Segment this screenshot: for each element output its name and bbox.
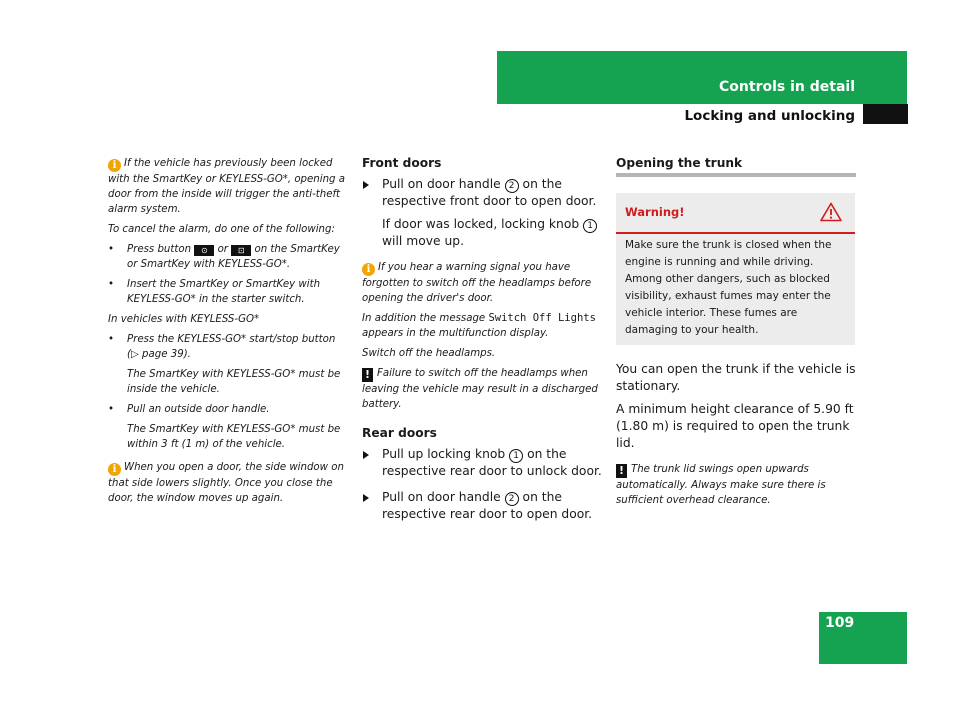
header-band: [497, 51, 907, 104]
warning-box: [616, 193, 855, 345]
front-doors-heading: Front doors: [362, 156, 442, 170]
step-arrow-icon: [363, 181, 369, 189]
caution-icon: !: [362, 368, 373, 382]
list-item: • Pull an outside door handle.: [108, 404, 270, 415]
trunk-paragraph: You can open the trunk if the vehicle is stationary.: [616, 362, 856, 393]
step-arrow-icon: [363, 494, 369, 502]
unlock-key-icon: ⊙: [194, 245, 214, 256]
caution-note-trunk: ! The trunk lid swings open upwards automatically. Always make sure there is sufficient overhead clearance.: [616, 464, 826, 506]
info-note-alarm: i If the vehicle has previously been locked with the SmartKey or KEYLESS-GO*, opening a door from the inside will trigger the anti-theft alarm system.: [108, 158, 345, 215]
switch-off-note: Switch off the headlamps.: [362, 348, 496, 359]
info-icon: i: [108, 159, 121, 172]
trunk-heading: Opening the trunk: [616, 156, 743, 170]
list-item: • Press button ⊙ or ⊡ on the SmartKey or SmartKey with KEYLESS-GO*.: [108, 244, 340, 270]
warning-triangle-icon: [820, 202, 842, 222]
bullet-icon: •: [108, 279, 115, 290]
rear-doors-heading: Rear doors: [362, 426, 437, 440]
warning-header: [616, 193, 855, 234]
heading-rule: [616, 173, 856, 177]
cancel-alarm-intro: To cancel the alarm, do one of the following:: [108, 224, 335, 235]
info-note-window: i When you open a door, the side window on that side lowers slightly. Once you close the door, the window moves up again.: [108, 462, 344, 504]
info-icon: i: [362, 263, 375, 276]
warning-label: Warning!: [625, 205, 685, 219]
callout-number: 2: [505, 179, 519, 193]
display-message: Switch Off Lights: [488, 312, 596, 324]
clearance-paragraph: A minimum height clearance of 5.90 ft (1.80 m) is required to open the trunk lid.: [616, 402, 854, 450]
page-number: 109: [825, 615, 855, 631]
step-arrow-icon: [363, 451, 369, 459]
list-item: • Press the KEYLESS-GO* start/stop button (▷ page 39).: [108, 334, 336, 360]
bullet-icon: •: [108, 404, 115, 415]
keyless-intro: In vehicles with KEYLESS-GO*: [108, 314, 260, 325]
warning-text: Make sure the trunk is closed when the engine is running and while driving. Among other dangers, such as blocked visibility, exhaust fumes may enter the vehicle interior. These fumes are damaging to your health.: [625, 239, 832, 336]
instruction-step: Pull on door handle 2 on the respective rear door to open door.: [362, 489, 602, 523]
caution-icon: !: [616, 464, 627, 478]
info-note-headlamps: i If you hear a warning signal you have forgotten to switch off the headlamps before opening the driver's door.: [362, 262, 592, 304]
lock-key-icon: ⊡: [231, 245, 251, 256]
instruction-step: Pull on door handle 2 on the respective front door to open door.: [362, 176, 602, 210]
section-title: Controls in detail: [719, 79, 855, 95]
subsection-title: Locking and unlocking: [684, 108, 855, 124]
instruction-step: Pull up locking knob 1 on the respective rear door to unlock door.: [362, 446, 602, 480]
header-tab-marker: [863, 104, 908, 124]
callout-number: 1: [509, 449, 523, 463]
info-icon: i: [108, 463, 121, 476]
bullet-icon: •: [108, 334, 115, 345]
caution-note-battery: ! Failure to switch off the headlamps when leaving the vehicle may result in a discharged battery.: [362, 368, 598, 410]
list-item-note: The SmartKey with KEYLESS-GO* must be within 3 ft (1 m) of the vehicle.: [127, 424, 341, 450]
bullet-icon: •: [108, 244, 115, 255]
display-message-note: In addition the message Switch Off Lights appears in the multifunction display.: [362, 312, 596, 339]
callout-number: 1: [583, 219, 597, 233]
step-note: If door was locked, locking knob 1 will move up.: [362, 216, 602, 250]
list-item: • Insert the SmartKey or SmartKey with KEYLESS-GO* in the starter switch.: [108, 279, 321, 305]
column-left: [108, 156, 348, 511]
column-middle: [362, 156, 602, 529]
column-right: [616, 156, 856, 513]
list-item-note: The SmartKey with KEYLESS-GO* must be inside the vehicle.: [127, 369, 341, 395]
callout-number: 2: [505, 492, 519, 506]
